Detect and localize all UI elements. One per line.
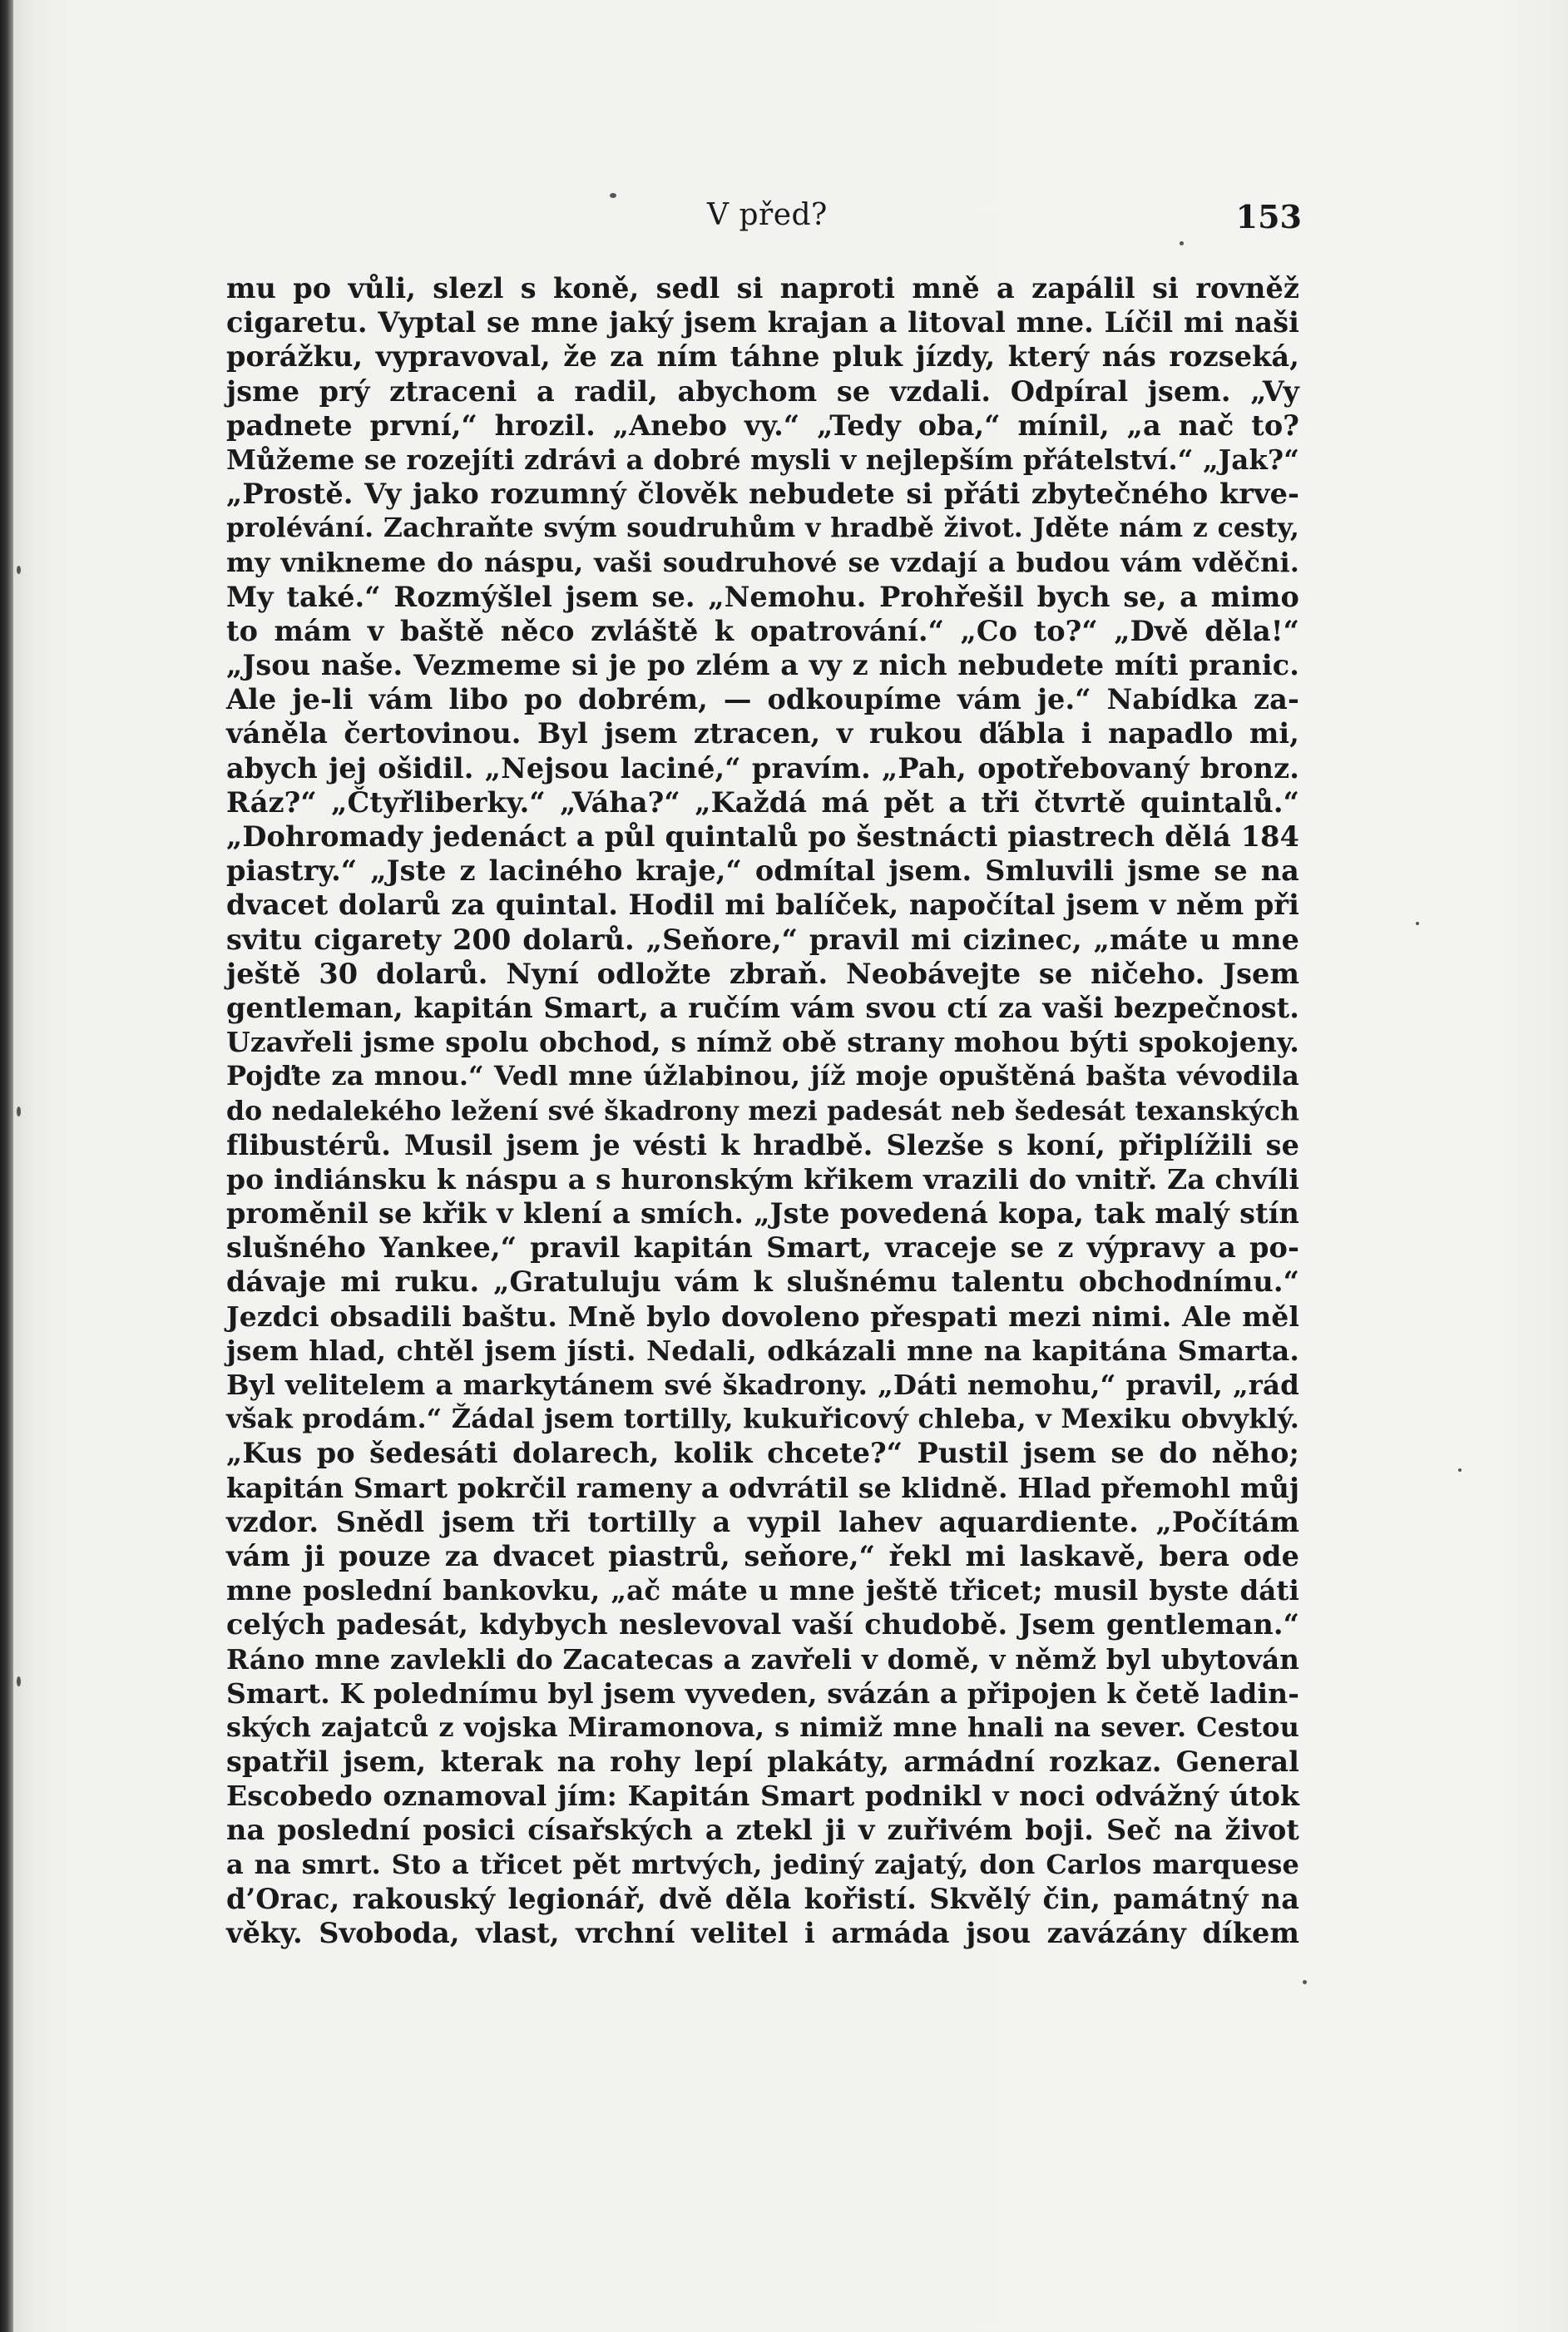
text-line: dávaje mi ruku. „Gratuluju vám k slušnému talentu obchodnímu.“ [226,1265,1299,1299]
text-line: prolévání. Zachraňte svým soudruhům v hradbě život. Jděte nám z cesty, [226,512,1299,544]
scan-speck [17,1676,21,1686]
text-line: mne poslední bankovku, „ač máte u mne ještě třicet; musil byste dáti [226,1574,1299,1607]
text-line: Ale je-li vám libo po dobrém, — odkoupíme vám je.“ Nabídka za- [226,683,1299,716]
page-number: 153 [1235,198,1302,235]
text-line: Uzavřeli jsme spolu obchod, s nímž obě strany mohou býti spokojeny. [226,1026,1299,1059]
text-line: jsem hlad, chtěl jsem jísti. Nedali, odkázali mne na kapitána Smarta. [226,1334,1299,1367]
text-line: vzdor. Snědl jsem tři tortilly a vypil lahev aquardiente. „Počítám [226,1505,1299,1538]
text-line: d’Orac, rakouský legionář, dvě děla kořistí. Skvělý čin, památný na [226,1882,1299,1915]
text-line: Escobedo oznamoval jím: Kapitán Smart podnikl v noci odvážný útok [226,1780,1299,1813]
text-line: svitu cigarety 200 dolarů. „Seňore,“ pravil mi cizinec, „máte u mne [226,923,1299,956]
text-line: „Prostě. Vy jako rozumný člověk nebudete si přáti zbytečného krve- [226,478,1299,511]
text-line: Pojďte za mnou.“ Vedl mne úžlabinou, jíž moje opuštěná bašta vévodila [226,1060,1299,1092]
scan-speck [1416,922,1419,925]
text-line: kapitán Smart pokrčil rameny a odvrátil se klidně. Hlad přemohl můj [226,1471,1299,1504]
text-line: „Jsou naše. Vezmeme si je po zlém a vy z nich nebudete míti pranic. [226,649,1299,682]
text-line: věky. Svoboda, vlast, vrchní velitel i armáda jsou zavázány díkem [226,1917,1299,1949]
text-line: mu po vůli, slezl s koně, sedl si naproti mně a zapálil si rovněž [226,272,1299,304]
text-line: ských zajatců z vojska Miramonova, s nimiž mne hnali na sever. Cestou [226,1711,1299,1743]
text-line: „Kus po šedesáti dolarech, kolik chcete?“ Pustil jsem se do něho; [226,1437,1299,1470]
text-line: piastry.“ „Jste z laciného kraje,“ odmítal jsem. Smluvili jsme se na [226,854,1299,888]
text-line: gentleman, kapitán Smart, a ručím vám svou ctí za vaši bezpečnost. [226,991,1299,1024]
body-text [226,271,1299,1950]
text-line: jsme prý ztraceni a radil, abychom se vzdali. Odpíral jsem. „Vy [226,374,1299,408]
text-line: „Dohromady jedenáct a půl quintalů po šestnácti piastrech dělá 184 [226,820,1299,853]
text-line: my vnikneme do náspu, vaši soudruhové se vzdají a budou vám vděčni. [226,546,1299,578]
text-line: Ráz?“ „Čtyřliberky.“ „Váha?“ „Každá má pět a tři čtvrtě quintalů.“ [226,785,1299,819]
text-line: Ráno mne zavlekli do Zacatecas a zavřeli v domě, v němž byl ubytován [226,1642,1299,1676]
text-line: však prodám.“ Žádal jsem tortilly, kukuřicový chleba, v Mexiku obvyklý. [226,1403,1299,1435]
scan-speck [17,566,21,574]
text-line: spatřil jsem, kterak na rohy lepí plakáty, armádní rozkaz. General [226,1745,1299,1779]
text-line: My také.“ Rozmýšlel jsem se. „Nemohu. Prohřešil bych se, a mimo [226,580,1299,613]
scan-speck [1180,241,1184,245]
text-line: Smart. K polednímu byl jsem vyveden, svázán a připojen k četě ladin- [226,1676,1299,1710]
text-line: celých padesát, kdybych neslevoval vaší chudobě. Jsem gentleman.“ [226,1608,1299,1641]
text-line: porážku, vypravoval, že za ním táhne pluk jízdy, který nás rozseká, [226,340,1299,374]
text-line: Byl velitelem a markytánem své škadrony. „Dáti nemohu,“ pravil, „rád [226,1369,1299,1401]
text-line: slušného Yankee,“ pravil kapitán Smart, vraceje se z výpravy a po- [226,1231,1299,1265]
text-line: flibustérů. Musil jsem je vésti k hradbě. Slezše s koní, připlížili se [226,1128,1299,1161]
text-line: dvacet dolarů za quintal. Hodil mi balíček, napočítal jsem v něm při [226,889,1299,922]
running-title: V před? [707,198,828,232]
scan-speck [1458,1468,1462,1472]
text-line: Můžeme se rozejíti zdrávi a dobré mysli v nejlepším přátelství.“ „Jak?“ [226,443,1299,476]
text-line: abych jej ošidil. „Nejsou laciné,“ pravím. „Pah, opotřebovaný bronz. [226,751,1299,785]
text-line: proměnil se křik v klení a smích. „Jste povedená kopa, tak malý stín [226,1197,1299,1230]
binding-edge [0,0,13,2332]
text-line: to mám v baště něco zvláště k opatrování.“ „Co to?“ „Dvě děla!“ [226,614,1299,647]
scan-speck [1303,1980,1307,1984]
text-line: do nedalekého ležení své škadrony mezi padesát neb šedesát texanských [226,1095,1299,1126]
scan-speck [610,193,616,198]
text-line: padnete první,“ hrozil. „Anebo vy.“ „Tedy oba,“ mínil, „a nač to? [226,408,1299,442]
text-line: po indiánsku k náspu a s huronským křikem vrazili do vnitř. Za chvíli [226,1162,1299,1196]
text-line: váněla čertovinou. Byl jsem ztracen, v rukou ďábla i napadlo mi, [226,717,1299,750]
text-line: a na smrt. Sto a třicet pět mrtvých, jediný zajatý, don Carlos marquese [226,1848,1299,1880]
text-line: cigaretu. Vyptal se mne jaký jsem krajan a litoval mne. Líčil mi naši [226,306,1299,339]
text-line: vám ji pouze za dvacet piastrů, seňore,“ řekl mi laskavě, bera ode [226,1539,1299,1572]
page-header [225,198,1302,240]
text-line: ještě 30 dolarů. Nyní odložte zbraň. Neobávejte se ničeho. Jsem [226,957,1299,990]
scan-speck [17,1107,21,1116]
text-line: Jezdci obsadili baštu. Mně bylo dovoleno přespati mezi nimi. Ale měl [226,1300,1299,1333]
text-line: na poslední posici císařských a ztekl ji v zuřivém boji. Seč na život [226,1814,1299,1847]
